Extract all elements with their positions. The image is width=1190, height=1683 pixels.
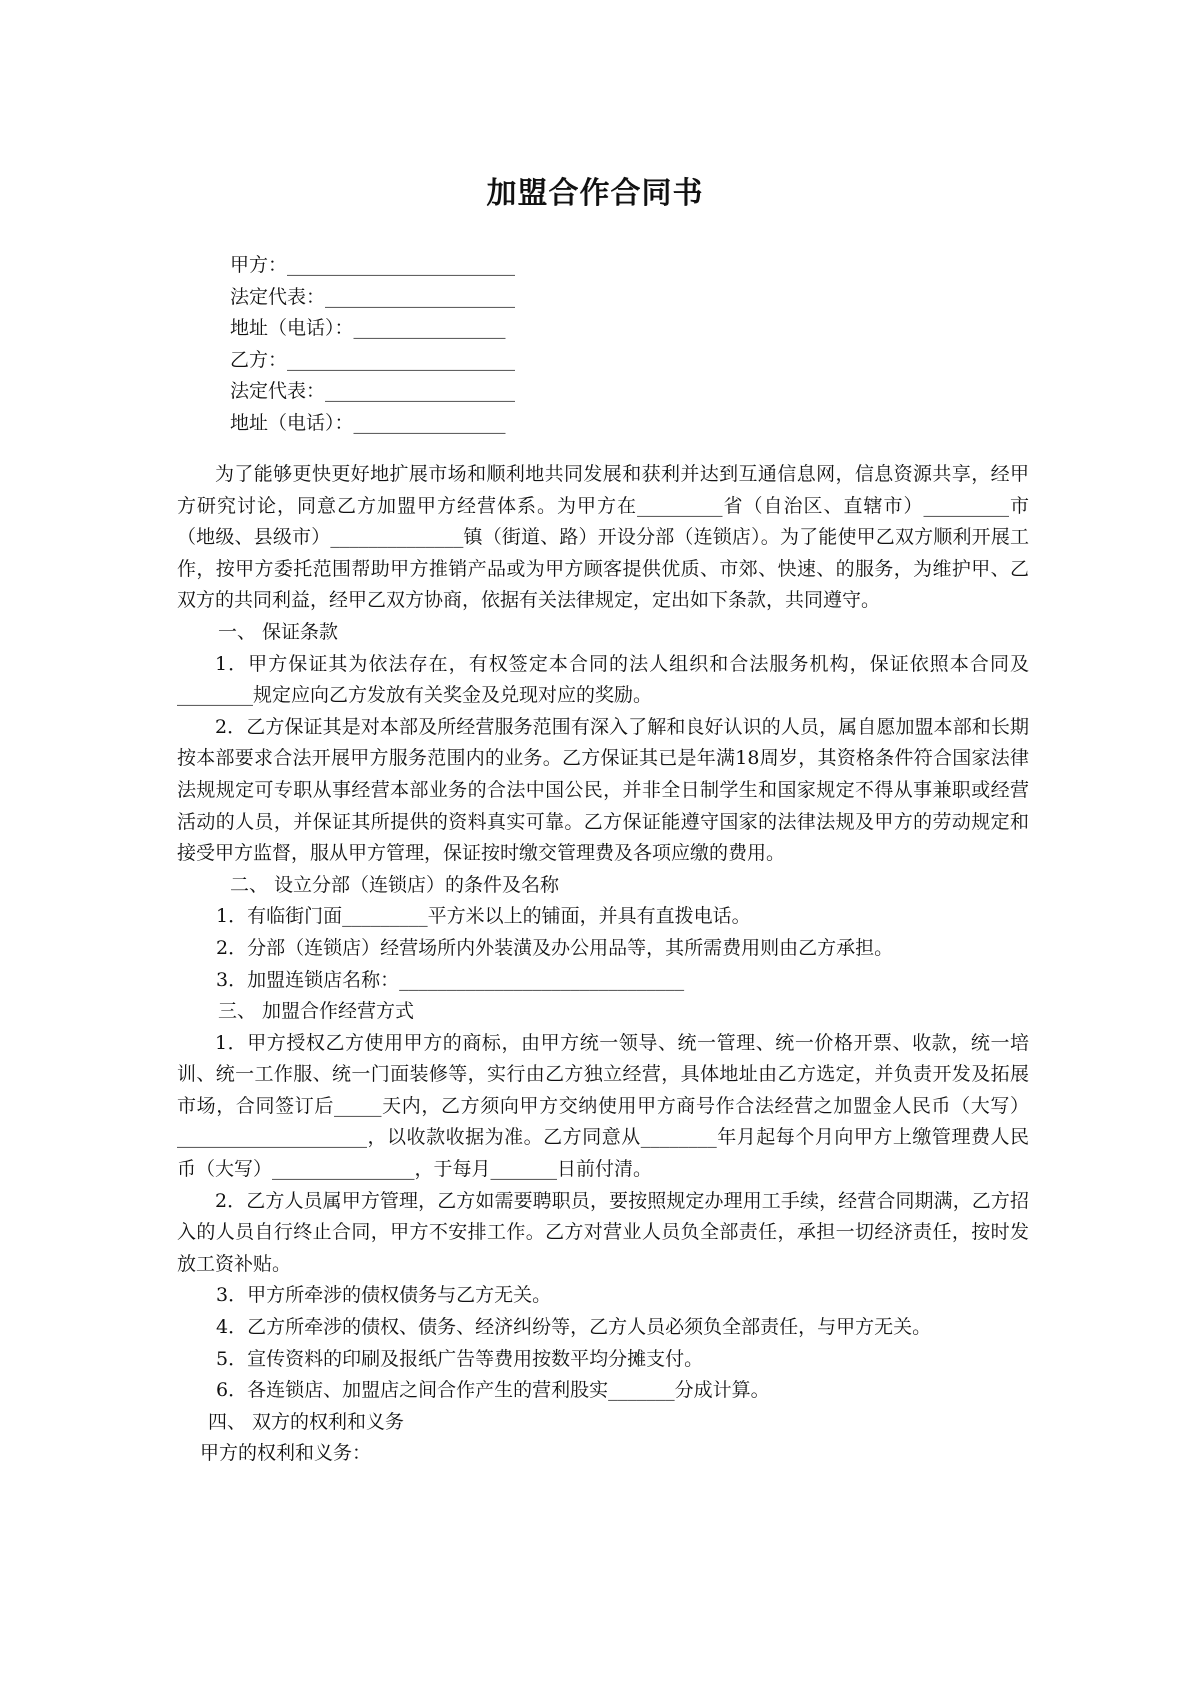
section-2-item-3: 3．加盟连锁店名称：______________________________: [216, 968, 685, 991]
party-b-representative-line: [230, 376, 515, 408]
party-b-address-line: [230, 408, 515, 440]
party-a-line: [230, 250, 515, 282]
party-a-address-line: [230, 313, 515, 345]
section-3-item-3: 3．甲方所牵涉的债权债务与乙方无关。: [216, 1284, 552, 1307]
party-a-representative-line: [230, 282, 515, 314]
party-a-address-label: 地址（电话）：: [230, 317, 354, 339]
party-a-blank: ________________________: [287, 254, 516, 276]
section-3-heading: 三、 加盟合作经营方式: [218, 1000, 415, 1023]
party-b-line: [230, 345, 515, 377]
section-2-heading: 二、 设立分部（连锁店）的条件及名称: [230, 873, 560, 896]
section-3-item-6: 6．各连锁店、加盟店之间合作产生的营利股实_______分成计算。: [216, 1379, 770, 1402]
section-1-heading: 一、 保证条款: [218, 620, 339, 643]
preamble-paragraph: 为了能够更快更好地扩展市场和顺利地共同发展和获利并达到互通信息网，信息资源共享，经甲方研究讨论，同意乙方加盟甲方经营体系。为甲方在_________省（自治区、直辖市）_________市（地级、县级市）______________镇（街道、路）开设分部（连锁店）。为了能使甲乙双方顺利开展工作，按甲方委托范围帮助甲方推销产品或为甲方顾客提供优质、市郊、快速、的服务，为维护甲、乙双方的共同利益，经甲乙双方协商，依据有关法律规定，定出如下条款，共同遵守。: [177, 463, 1029, 612]
section-4-subheading: 甲方的权利和义务：: [200, 1442, 372, 1465]
section-1-item-1: 1．甲方保证其为依法存在，有权签定本合同的法人组织和合法服务机构，保证依照本合同及________规定应向乙方发放有关奖金及兑现对应的奖励。: [177, 652, 1029, 707]
party-a-label: 甲方：: [230, 254, 288, 276]
section-2-item-1: 1．有临街门面_________平方米以上的铺面，并具有直拨电话。: [216, 905, 751, 928]
section-1-item-2: 2．乙方保证其是对本部及所经营服务范围有深入了解和良好认识的人员，属自愿加盟本部和长期按本部要求合法开展甲方服务范围内的业务。乙方保证其已是年满18周岁，其资格条件符合国家法律法规规定可专职从事经营本部业务的合法中国公民，并非全日制学生和国家规定不得从事兼职或经营活动的人员，并保证其所提供的资料真实可靠。乙方保证能遵守国家的法律法规及甲方的劳动规定和接受甲方监督，服从甲方管理，保证按时缴交管理费及各项应缴的费用。: [177, 715, 1029, 865]
party-a-address-blank: ________________: [353, 317, 506, 339]
contract-body: [177, 459, 1029, 1470]
party-b-address-blank: ________________: [353, 411, 506, 434]
section-4-heading: 四、 双方的权利和义务: [208, 1410, 405, 1433]
party-b-representative-blank: ____________________: [325, 380, 516, 402]
party-a-representative-blank: ____________________: [325, 285, 516, 308]
party-info-block: [230, 250, 515, 439]
party-b-address-label: 地址（电话）：: [230, 411, 354, 434]
document-title: 加盟合作合同书: [486, 176, 704, 211]
section-3-item-1: 1．甲方授权乙方使用甲方的商标，由甲方统一领导、统一管理、统一价格开票、收款，统一培训、统一工作服、统一门面装修等，实行由乙方独立经营，具体地址由乙方选定，并负责开发及拓展市场，合同签订后_____天内，乙方须向甲方交纳使用甲方商号作合法经营之加盟金人民币（大写）____________________，以收款收据为准。乙方同意从________年月起每个月向甲方上缴管理费人民币（大写）_______________，于每月_______日前付清。: [177, 1031, 1029, 1181]
section-3-item-5: 5．宣传资料的印刷及报纸广告等费用按数平均分摊支付。: [216, 1347, 704, 1370]
section-2-item-2: 2．分部（连锁店）经营场所内外装潢及办公用品等，其所需费用则由乙方承担。: [216, 936, 894, 959]
section-3-item-2: 2．乙方人员属甲方管理，乙方如需要聘职员，要按照规定办理用工手续，经营合同期满，乙方招入的人员自行终止合同，甲方不安排工作。乙方对营业人员负全部责任，承担一切经济责任，按时发放工资补贴。: [177, 1189, 1029, 1275]
section-3-item-4: 4．乙方所牵涉的债权、债务、经济纠纷等，乙方人员必须负全部责任，与甲方无关。: [216, 1316, 932, 1339]
party-b-representative-label: 法定代表：: [230, 380, 326, 402]
party-b-blank: ________________________: [287, 348, 516, 371]
party-b-label: 乙方：: [230, 348, 288, 371]
party-a-representative-label: 法定代表：: [230, 285, 326, 308]
